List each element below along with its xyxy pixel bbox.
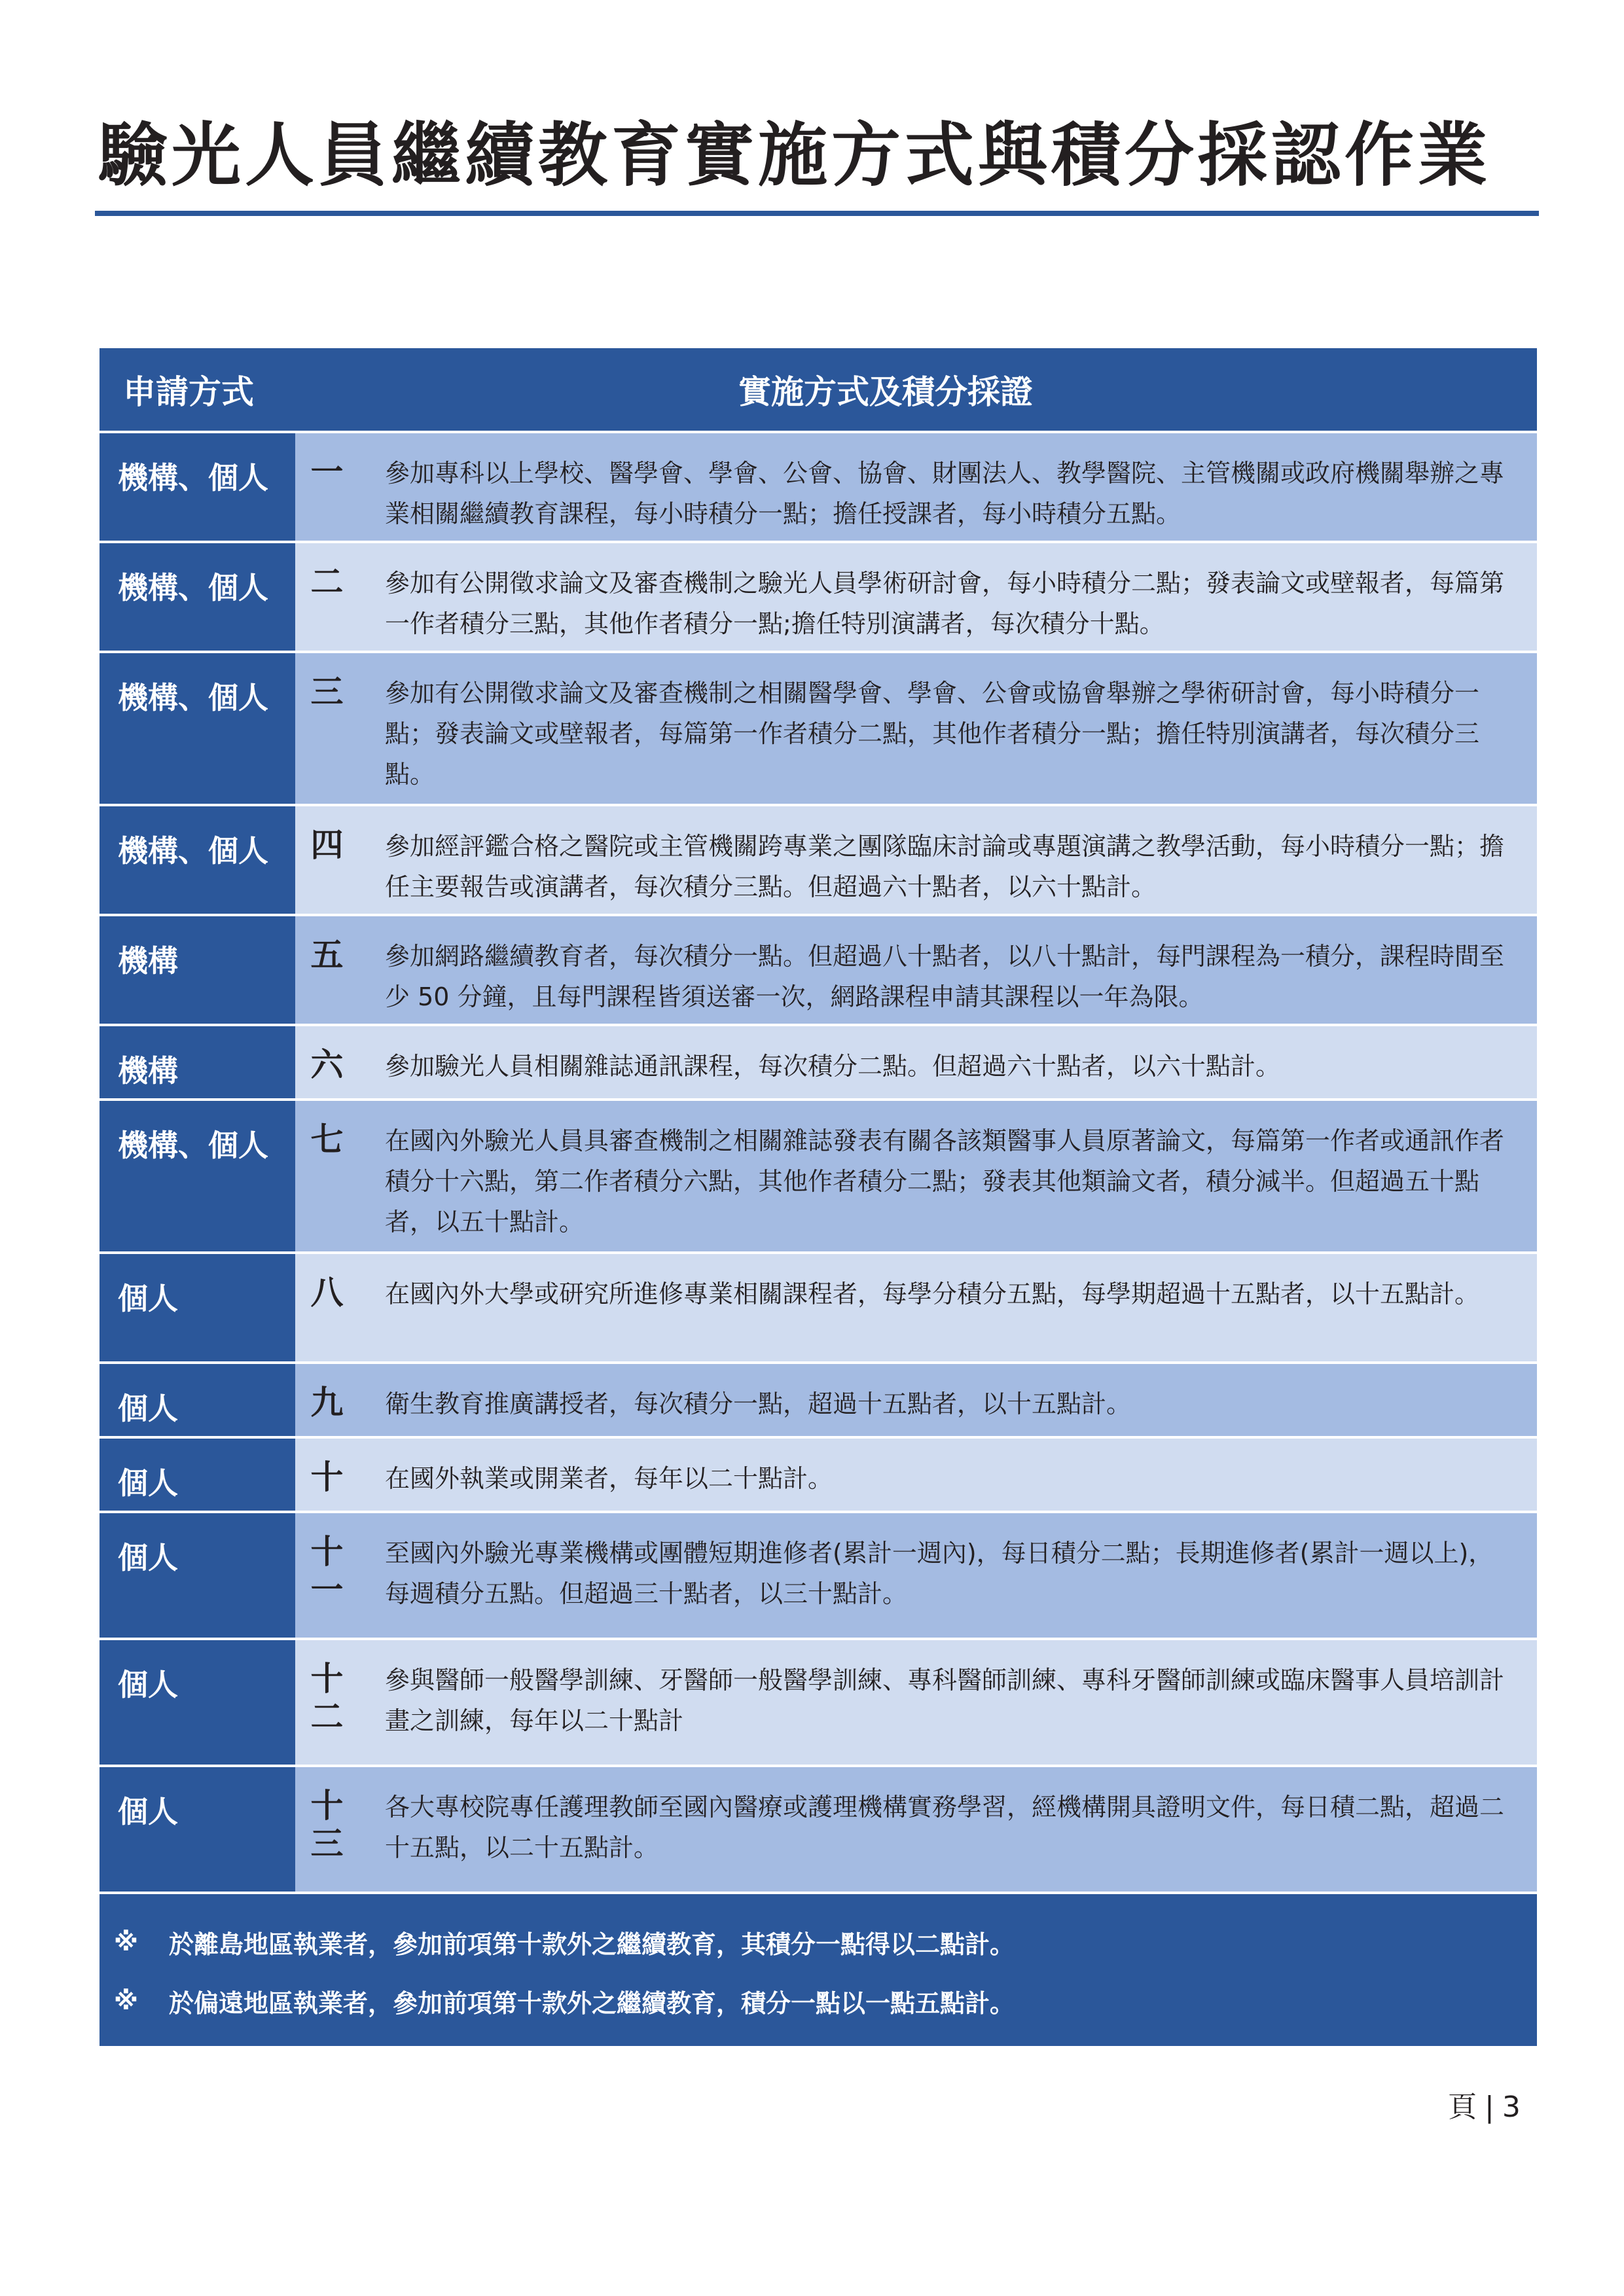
table-row [99, 1765, 1537, 1892]
row-applicant: 機構 [99, 916, 293, 1024]
row-applicant: 機構、個人 [99, 1101, 293, 1251]
row-number: 八 [293, 1254, 359, 1361]
table-row [99, 1098, 1537, 1251]
note-offshore [99, 1912, 1537, 1971]
table-row [99, 1024, 1537, 1098]
row-number: 十二 [293, 1640, 359, 1765]
row-text: 在國內外大學或研究所進修專業相關課程者，每學分積分五點，每學期超過十五點者，以十五點計。 [385, 1280, 1480, 1308]
row-applicant: 個人 [99, 1364, 293, 1436]
row-number: 二 [293, 543, 359, 651]
row-text: 在國外執業或開業者，每年以二十點計。 [385, 1464, 833, 1493]
row-number: 七 [293, 1101, 359, 1251]
table-row [99, 804, 1537, 914]
reference-mark: ※ [114, 1928, 138, 1956]
row-text: 各大專校院專任護理教師至國內醫療或護理機構實務學習，經機構開具證明文件，每日積二點，超過二十五點，以二十五點計。 [385, 1793, 1505, 1862]
row-number: 三 [293, 653, 359, 804]
table-row [99, 1638, 1537, 1765]
row-number: 一 [293, 433, 359, 541]
table-row [99, 431, 1537, 541]
row-number: 四 [293, 806, 359, 914]
table-row [99, 1361, 1537, 1436]
row-text: 參加專科以上學校、醫學會、學會、公會、協會、財團法人、教學醫院、主管機關或政府機關舉辦之專業相關繼續教育課程，每小時積分一點；擔任授課者，每小時積分五點。 [385, 459, 1505, 528]
page-separator: | [1485, 2090, 1494, 2124]
row-text: 參加網路繼續教育者，每次積分一點。但超過八十點者，以八十點計，每門課程為一積分，課程時間至少 50 分鐘，且每門課程皆須送審一次，網路課程申請其課程以一年為限。 [385, 942, 1505, 1011]
header-method: 實施方式及積分採證 [738, 373, 1033, 411]
row-text: 在國內外驗光人員具審查機制之相關雜誌發表有關各該類醫事人員原著論文，每篇第一作者或通訊作者 積分十六點，第二作者積分六點，其他作者積分二點；發表其他類論文者，積分減半。但超過五十點者，以五十點計。 [385, 1126, 1505, 1236]
row-applicant: 個人 [99, 1640, 293, 1765]
row-text: 參與醫師一般醫學訓練、牙醫師一般醫學訓練、專科醫師訓練、專科牙醫師訓練或臨床醫事人員培訓計畫之訓練，每年以二十點計 [385, 1666, 1505, 1735]
row-number: 六 [293, 1026, 359, 1098]
row-text: 參加驗光人員相關雜誌通訊課程，每次積分二點。但超過六十點者，以六十點計。 [385, 1052, 1281, 1081]
table-row [99, 651, 1537, 804]
row-number: 十三 [293, 1767, 359, 1892]
row-applicant: 個人 [99, 1254, 293, 1361]
row-text: 參加經評鑑合格之醫院或主管機關跨專業之團隊臨床討論或專題演講之教學活動，每小時積分一點；擔任主要報告或演講者，每次積分三點。但超過六十點者，以六十點計。 [385, 832, 1505, 901]
title-underline [95, 211, 1539, 216]
row-text: 參加有公開徵求論文及審查機制之相關醫學會、學會、公會或協會舉辦之學術研討會，每小時積分一點；發表論文或壁報者，每篇第一作者積分二點，其他作者積分一點；擔任特別演講者，每次積分三點。 [385, 679, 1480, 789]
table-row [99, 541, 1537, 651]
row-applicant: 個人 [99, 1439, 293, 1511]
row-applicant: 機構、個人 [99, 433, 293, 541]
page-number [1448, 2083, 1521, 2125]
page-label: 頁 [1448, 2090, 1477, 2124]
row-number: 十 [293, 1439, 359, 1511]
row-text: 衛生教育推廣講授者，每次積分一點，超過十五點者，以十五點計。 [385, 1390, 1132, 1418]
row-applicant: 機構、個人 [99, 806, 293, 914]
table-notes [99, 1892, 1537, 2046]
row-applicant: 個人 [99, 1513, 293, 1638]
row-applicant: 機構、個人 [99, 543, 293, 651]
note-remote [99, 1971, 1537, 2030]
table-row [99, 914, 1537, 1024]
reference-mark: ※ [114, 1986, 138, 2015]
row-number: 五 [293, 916, 359, 1024]
page-title: 驗光人員繼續教育實施方式與積分採認作業 [98, 115, 1491, 196]
row-text: 參加有公開徵求論文及審查機制之驗光人員學術研討會，每小時積分二點；發表論文或壁報者，每篇第一作者積分三點，其他作者積分一點;擔任特別演講者，每次積分十點。 [385, 569, 1505, 638]
row-applicant: 個人 [99, 1767, 293, 1892]
row-number: 十一 [293, 1513, 359, 1638]
table-row [99, 1251, 1537, 1361]
note-text: 於離島地區執業者，參加前項第十款外之繼續教育，其積分一點得以二點計。 [169, 1929, 1015, 1959]
credit-table [99, 348, 1537, 2046]
row-applicant: 機構 [99, 1026, 293, 1098]
row-number: 九 [293, 1364, 359, 1436]
table-row [99, 1436, 1537, 1511]
header-applicant: 申請方式 [123, 373, 254, 411]
row-applicant: 機構、個人 [99, 653, 293, 804]
note-text: 於偏遠地區執業者，參加前項第十款外之繼續教育，積分一點以一點五點計。 [169, 1988, 1015, 2018]
page-number-value: 3 [1502, 2090, 1521, 2124]
table-header [99, 348, 1537, 431]
table-row [99, 1511, 1537, 1638]
row-text: 至國內外驗光專業機構或團體短期進修者(累計一週內)，每日積分二點；長期進修者(累計一週以上)，每週積分五點。但超過三十點者，以三十點計。 [385, 1539, 1494, 1608]
